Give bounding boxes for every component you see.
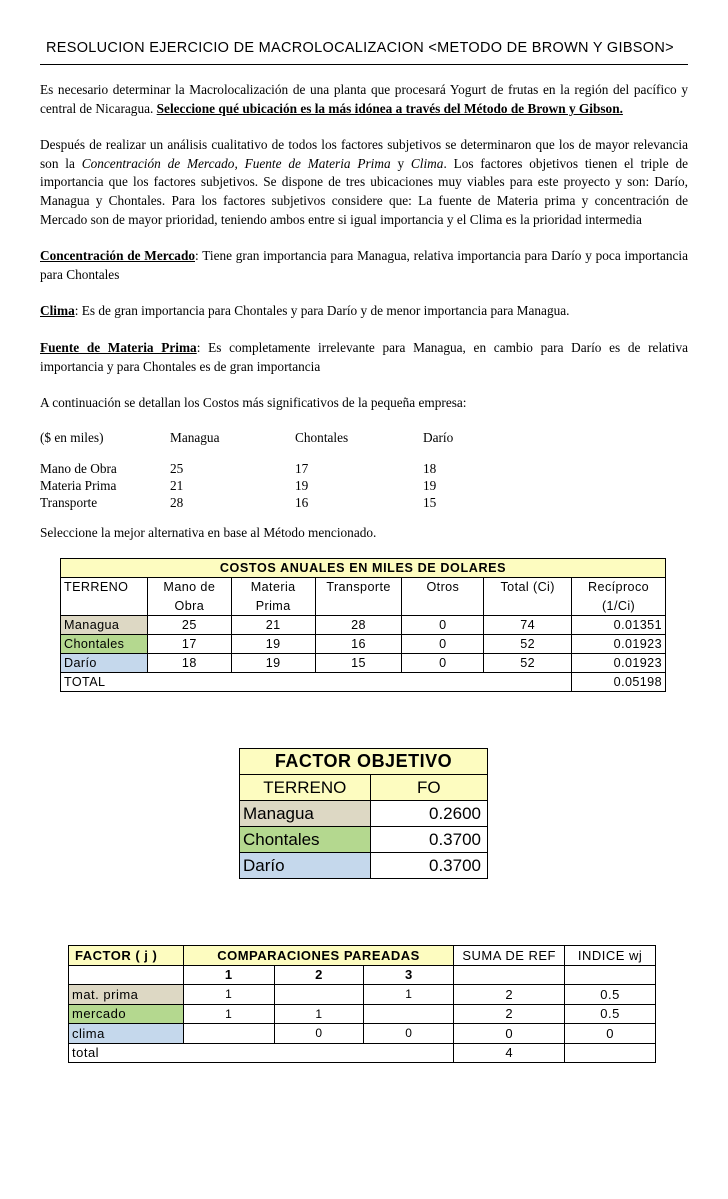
col-header-blank (61, 597, 148, 616)
cell-mano-de-obra: 25 (147, 616, 231, 635)
comp-sub-1: 1 (183, 965, 274, 985)
comp-cell-suma: 2 (454, 985, 565, 1005)
col-header-mano-de-obra-2: Obra (147, 597, 231, 616)
intro-text: Es necesario determinar la Macrolocalización de una planta que procesará Yogurt de frutas en la región del pacífico y central de Nicaragua. (40, 82, 688, 116)
comp-header-factor: FACTOR ( j ) (69, 946, 184, 966)
mercado-text: : Tiene gran importancia para Managua, relativa importancia para Darío y poca importancia para Chontales (40, 248, 688, 282)
factor-objetivo-title: FACTOR OBJETIVO (240, 749, 488, 775)
table-row (69, 985, 656, 1005)
materia-paragraph (40, 339, 688, 376)
analysis-text-3: . Los factores objetivos tienen el triple de importancia que los factores subjetivos. Se dispone de tres ubicaciones muy viables para este proyecto y son: Darío, Managua y Chontales. Para los factores subjetivos considere que: La fuente de Materia prima y concentración de Mercado son de mayor prioridad, teniendo ambos entre si igual importancia y el Clima es la prioridad intermedia (40, 155, 688, 227)
comp-cell-indice: 0.5 (565, 985, 656, 1005)
comp-cell-1 (183, 1024, 274, 1044)
comp-row-mat-prima: mat. prima (69, 985, 184, 1005)
cell-total: 52 (484, 654, 572, 673)
cost-chontales: 17 (295, 461, 309, 476)
total-row (61, 673, 666, 692)
col-header-reciproco-2: (1/Ci) (572, 597, 666, 616)
intro-question: Seleccione qué ubicación es la más idónea a través del Método de Brown y Gibson. (156, 100, 623, 116)
cost-managua: 25 (170, 461, 184, 476)
comp-cell-3: 0 (364, 1024, 454, 1044)
comp-cell-3 (364, 1004, 454, 1024)
title-divider (40, 64, 688, 65)
cell-mano-de-obra: 17 (147, 635, 231, 654)
table-row (240, 801, 488, 827)
costos-anuales-table (60, 558, 666, 692)
table-row (240, 853, 488, 879)
comp-cell-2 (274, 985, 364, 1005)
cell-transporte: 15 (315, 654, 402, 673)
cell-total: 74 (484, 616, 572, 635)
materia-label: Fuente de Materia Prima (40, 339, 197, 355)
cell-materia-prima: 19 (231, 635, 315, 654)
comp-sub-blank (565, 965, 656, 985)
fo-row-chontales: Chontales (240, 827, 371, 853)
cell-transporte: 28 (315, 616, 402, 635)
comp-header-comparaciones: COMPARACIONES PAREADAS (183, 946, 453, 966)
col-header-materia-prima: Materia (231, 578, 315, 597)
comp-cell-1: 1 (183, 1004, 274, 1024)
clima-paragraph (40, 302, 688, 321)
col-header-total: Total (Ci) (484, 578, 572, 597)
clima-label: Clima (40, 303, 75, 319)
comp-total-blank (565, 1043, 656, 1063)
cell-reciproco: 0.01351 (572, 616, 666, 635)
col-header-blank (315, 597, 402, 616)
comp-cell-suma: 2 (454, 1004, 565, 1024)
cell-reciproco: 0.01923 (572, 654, 666, 673)
cost-label: Materia Prima (40, 478, 117, 493)
document-body (40, 81, 688, 413)
cell-transporte: 16 (315, 635, 402, 654)
comp-sub-blank (454, 965, 565, 985)
fo-row-dario: Darío (240, 853, 371, 879)
col-header-blank (484, 597, 572, 616)
comp-cell-indice: 0 (565, 1024, 656, 1044)
cost-chontales: 19 (295, 478, 309, 493)
costs-header-chontales: Chontales (295, 430, 349, 445)
factor-objetivo-table (239, 748, 488, 879)
fo-row-managua: Managua (240, 801, 371, 827)
col-header-materia-prima-2: Prima (231, 597, 315, 616)
table-row (69, 1024, 656, 1044)
comp-total-label: total (69, 1043, 454, 1063)
total-row (69, 1043, 656, 1063)
comp-header-suma: SUMA DE REF (454, 946, 565, 966)
col-header-terreno: TERRENO (61, 578, 148, 597)
col-header-mano-de-obra: Mano de (147, 578, 231, 597)
cell-otros: 0 (402, 616, 484, 635)
fo-col-fo: FO (370, 775, 487, 801)
comparaciones-pareadas-table (68, 945, 656, 1063)
table-row (69, 1004, 656, 1024)
cell-otros: 0 (402, 635, 484, 654)
mercado-label: Concentración de Mercado (40, 248, 195, 264)
cost-managua: 28 (170, 495, 184, 510)
row-label-chontales: Chontales (61, 635, 148, 654)
cell-otros: 0 (402, 654, 484, 673)
comp-cell-2: 1 (274, 1004, 364, 1024)
analysis-text-1: Después de realizar un análisis cualitativo de todos los factores subjetivos se determinaron que los de mayor relevancia son la (40, 137, 688, 171)
col-header-blank (402, 597, 484, 616)
comp-sub-2: 2 (274, 965, 364, 985)
cell-mano-de-obra: 18 (147, 654, 231, 673)
col-header-reciproco: Recíproco (572, 578, 666, 597)
total-label: TOTAL (61, 673, 572, 692)
costs-header-dario: Darío (423, 430, 454, 445)
comp-row-clima: clima (69, 1024, 184, 1044)
table-row (61, 635, 666, 654)
analysis-paragraph (40, 136, 688, 229)
page-title: RESOLUCION EJERCICIO DE MACROLOCALIZACION <METODO DE BROWN Y GIBSON> (46, 40, 674, 56)
cell-materia-prima: 19 (231, 654, 315, 673)
cost-dario: 18 (423, 461, 437, 476)
fo-value: 0.3700 (370, 853, 487, 879)
intro-paragraph (40, 81, 688, 118)
cell-reciproco: 0.01923 (572, 635, 666, 654)
analysis-factors: Concentración de Mercado, Fuente de Materia Prima (81, 155, 391, 171)
total-reciproco: 0.05198 (572, 673, 666, 692)
cost-label: Mano de Obra (40, 461, 117, 476)
costs-header-managua: Managua (170, 430, 220, 445)
costs-intro: A continuación se detallan los Costos más significativos de la pequeña empresa: (40, 395, 467, 411)
mercado-paragraph (40, 247, 688, 284)
table-row (61, 654, 666, 673)
costos-table-title: COSTOS ANUALES EN MILES DE DOLARES (61, 559, 666, 578)
analysis-text-2: y (390, 155, 411, 171)
cost-label: Transporte (40, 495, 98, 510)
clima-text: : Es de gran importancia para Chontales y para Darío y de menor importancia para Managua. (74, 303, 570, 319)
cost-dario: 19 (423, 478, 437, 493)
fo-col-terreno: TERRENO (240, 775, 371, 801)
comp-sub-3: 3 (364, 965, 454, 985)
table-row (240, 827, 488, 853)
fo-value: 0.2600 (370, 801, 487, 827)
comp-cell-3: 1 (364, 985, 454, 1005)
col-header-otros: Otros (402, 578, 484, 597)
cost-managua: 21 (170, 478, 184, 493)
comp-sub-blank (69, 965, 184, 985)
comp-cell-1: 1 (183, 985, 274, 1005)
col-header-transporte: Transporte (315, 578, 402, 597)
cell-total: 52 (484, 635, 572, 654)
comp-cell-indice: 0.5 (565, 1004, 656, 1024)
cost-dario: 15 (423, 495, 437, 510)
comp-total-value: 4 (454, 1043, 565, 1063)
materia-text: : Es completamente irrelevante para Managua, en cambio para Darío es de relativa importancia y para Chontales es de gran importancia (40, 339, 688, 374)
comp-cell-suma: 0 (454, 1024, 565, 1044)
comp-header-indice: INDICE wj (565, 946, 656, 966)
comp-cell-2: 0 (274, 1024, 364, 1044)
select-text: Seleccione la mejor alternativa en base al Método mencionado. (40, 525, 377, 540)
comp-row-mercado: mercado (69, 1004, 184, 1024)
analysis-clima: Clima (410, 155, 444, 171)
row-label-managua: Managua (61, 616, 148, 635)
row-label-dario: Darío (61, 654, 148, 673)
costs-header-unit: ($ en miles) (40, 430, 104, 445)
fo-value: 0.3700 (370, 827, 487, 853)
table-row (61, 616, 666, 635)
cost-chontales: 16 (295, 495, 309, 510)
cell-materia-prima: 21 (231, 616, 315, 635)
